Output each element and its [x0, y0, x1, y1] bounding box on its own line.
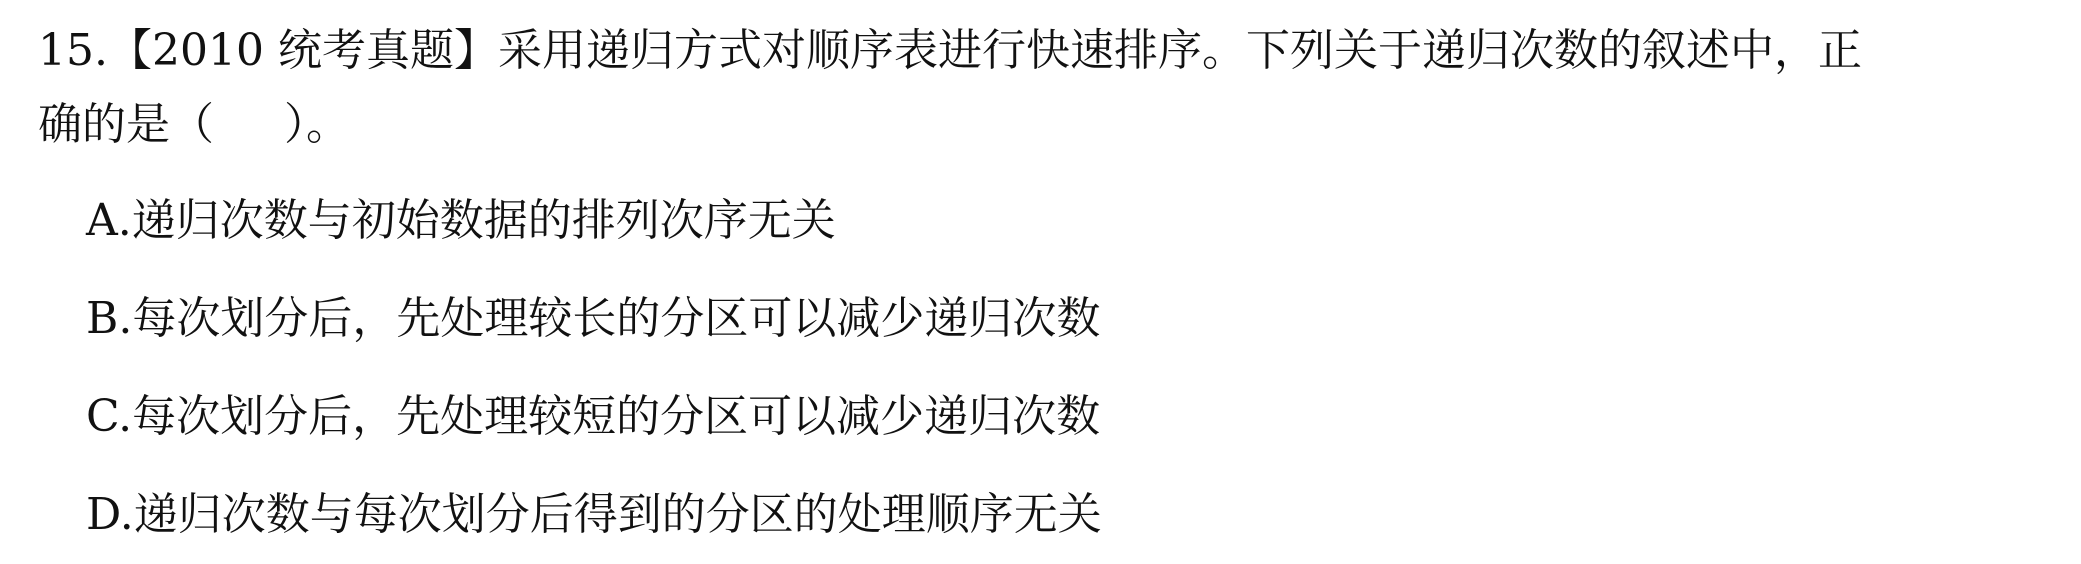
option-text: 递归次数与初始数据的排列次序无关 [131, 195, 836, 246]
question-line-1 [38, 14, 2048, 88]
question-stem-continuation: 确的是（ [38, 99, 214, 150]
source-tag: 【2010 统考真题】 [107, 25, 498, 76]
option-text: 递归次数与每次划分后得到的分区的处理顺序无关 [133, 489, 1102, 540]
question-line-2 [38, 88, 2048, 162]
question-number: 15. [38, 25, 108, 76]
option-label: B. [86, 293, 133, 344]
option-text: 每次划分后，先处理较短的分区可以减少递归次数 [132, 391, 1101, 442]
option-c [86, 368, 1886, 466]
option-a [86, 172, 1886, 270]
option-d [86, 466, 1886, 564]
question-stem-text: 采用递归方式对顺序表进行快速排序。下列关于递归次数的叙述中，正 [497, 25, 1862, 76]
answer-options [86, 172, 1886, 564]
question-stem [38, 14, 2048, 162]
option-b [86, 270, 1886, 368]
option-label: D. [86, 489, 134, 540]
question-stem-end: ）。 [284, 99, 350, 150]
option-label: A. [86, 195, 132, 246]
option-text: 每次划分后，先处理较长的分区可以减少递归次数 [132, 293, 1101, 344]
option-label: C. [86, 391, 133, 442]
